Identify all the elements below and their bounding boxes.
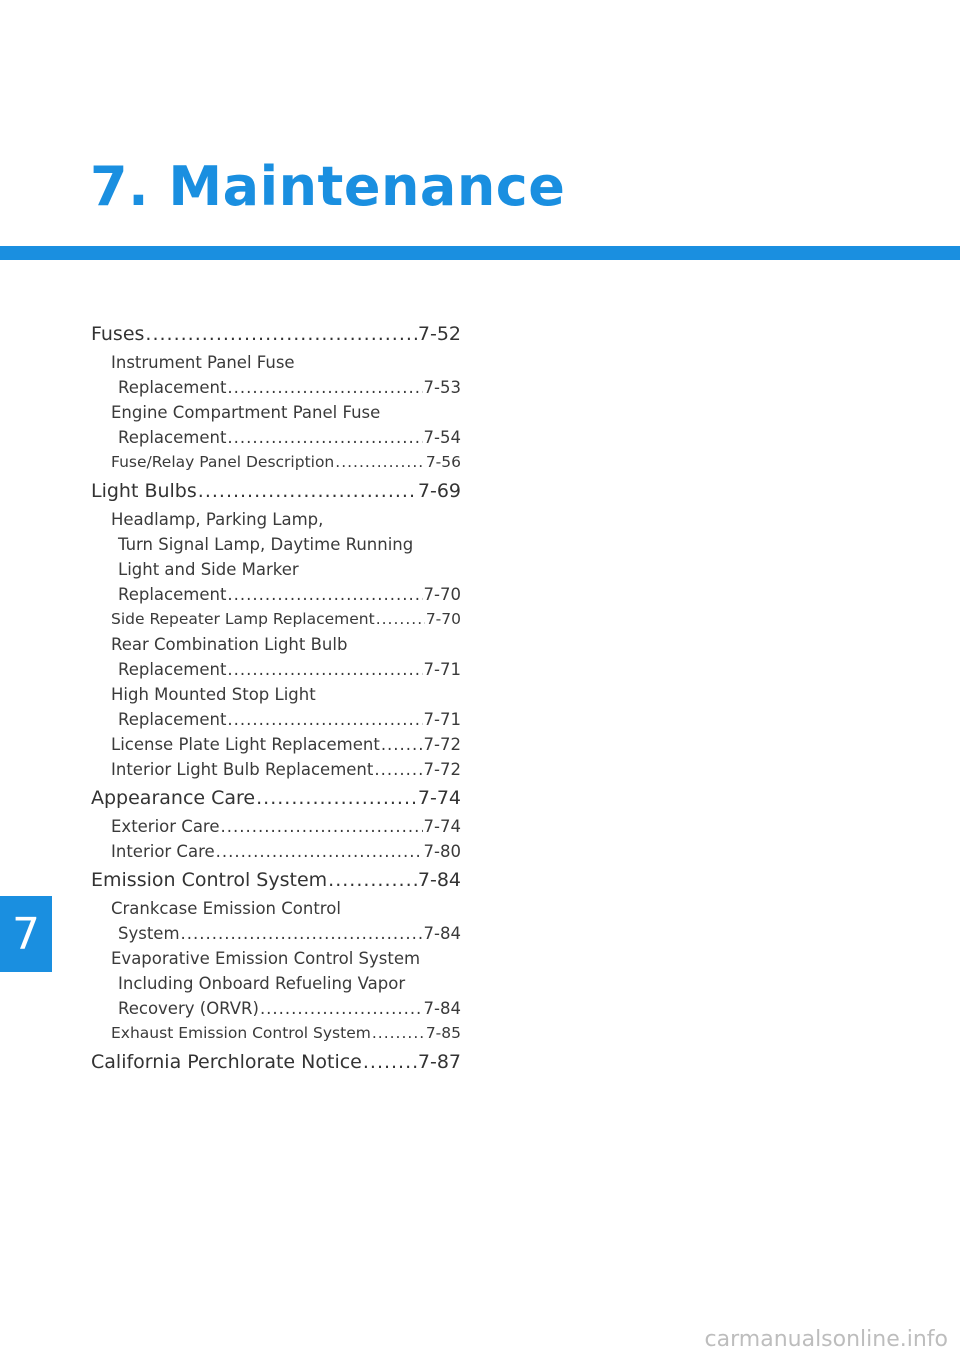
dot-leader [260, 996, 423, 1021]
toc-entry-text: Interior Light Bulb Replacement [111, 760, 374, 779]
toc-entry[interactable] [91, 732, 461, 757]
toc-entry-text: Replacement [118, 378, 227, 397]
table-of-contents [91, 318, 461, 1078]
toc-entry-text: Replacement [118, 585, 227, 604]
toc-entry-page: 7-53 [423, 378, 461, 397]
toc-entry-text: System [118, 924, 180, 943]
toc-entry[interactable] [91, 814, 461, 839]
toc-section-title: California Perchlorate Notice [91, 1051, 362, 1073]
toc-entry-text: Exterior Care [111, 817, 220, 836]
toc-entry-page: 7-71 [423, 660, 461, 679]
toc-entry[interactable] [91, 507, 461, 607]
toc-section-heading[interactable] [91, 475, 461, 507]
toc-entry-page: 7-56 [425, 453, 461, 471]
toc-entry-text: Instrument Panel Fuse [111, 353, 295, 372]
dot-leader [227, 707, 422, 732]
dot-leader [227, 657, 422, 682]
toc-entry-text: Fuse/Relay Panel Description [111, 453, 335, 471]
dot-leader [372, 1021, 425, 1046]
toc-entry-page: 7-71 [423, 710, 461, 729]
toc-section-page: 7-87 [417, 1051, 461, 1073]
dot-leader [363, 1046, 417, 1078]
toc-entry-text: Including Onboard Refueling Vapor [118, 974, 406, 993]
toc-section [91, 1046, 461, 1078]
toc-section [91, 475, 461, 782]
toc-entry-page: 7-54 [423, 428, 461, 447]
toc-entry-page: 7-80 [423, 842, 461, 861]
dot-leader [221, 814, 423, 839]
toc-section-page: 7-69 [417, 480, 461, 502]
toc-section-page: 7-74 [417, 787, 461, 809]
toc-entry-page: 7-85 [425, 1024, 461, 1042]
chapter-tab[interactable]: 7 [0, 896, 52, 972]
title-divider-bar [0, 246, 960, 260]
toc-section-page: 7-84 [417, 869, 461, 891]
toc-entry-page: 7-72 [423, 735, 461, 754]
dot-leader [335, 450, 425, 475]
toc-entry[interactable] [91, 450, 461, 475]
dot-leader [227, 582, 422, 607]
toc-section-heading[interactable] [91, 782, 461, 814]
toc-entry-page: 7-84 [423, 999, 461, 1018]
dot-leader [227, 375, 422, 400]
toc-section-heading[interactable] [91, 318, 461, 350]
toc-entry-text: Crankcase Emission Control [111, 899, 341, 918]
toc-entry-text: Exhaust Emission Control System [111, 1024, 371, 1042]
toc-entry-text: License Plate Light Replacement [111, 735, 380, 754]
toc-section-title: Appearance Care [91, 787, 256, 809]
toc-entry-page: 7-84 [423, 924, 461, 943]
toc-entry-text: Replacement [118, 710, 227, 729]
dot-leader [181, 921, 423, 946]
toc-entry[interactable] [91, 350, 461, 400]
toc-entry-page: 7-70 [425, 610, 461, 628]
toc-entry[interactable] [91, 682, 461, 732]
toc-entry[interactable] [91, 757, 461, 782]
chapter-title: 7. Maintenance [90, 155, 566, 218]
dot-leader [198, 475, 417, 507]
toc-entry-text: Replacement [118, 428, 227, 447]
toc-section [91, 318, 461, 475]
toc-entry[interactable] [91, 839, 461, 864]
toc-entry-page: 7-74 [423, 817, 461, 836]
toc-entry-text: Turn Signal Lamp, Daytime Running [118, 535, 414, 554]
toc-entry-text: Recovery (ORVR) [118, 999, 259, 1018]
dot-leader [374, 757, 422, 782]
toc-entry-page: 7-72 [423, 760, 461, 779]
dot-leader [256, 782, 417, 814]
toc-section [91, 864, 461, 1046]
watermark: carmanualsonline.info [704, 1327, 948, 1352]
toc-entry-text: Side Repeater Lamp Replacement [111, 610, 375, 628]
toc-entry[interactable] [91, 632, 461, 682]
toc-entry-text: Headlamp, Parking Lamp, [111, 510, 324, 529]
toc-entry[interactable] [91, 400, 461, 450]
toc-entry-text: Engine Compartment Panel Fuse [111, 403, 381, 422]
dot-leader [227, 425, 422, 450]
toc-section-heading[interactable] [91, 864, 461, 896]
toc-entry-page: 7-70 [423, 585, 461, 604]
toc-entry-text: Rear Combination Light Bulb [111, 635, 348, 654]
dot-leader [376, 607, 425, 632]
dot-leader [328, 864, 417, 896]
toc-section [91, 782, 461, 864]
toc-entry-text: Interior Care [111, 842, 215, 861]
dot-leader [381, 732, 423, 757]
toc-entry[interactable] [91, 1021, 461, 1046]
toc-entry-text: Evaporative Emission Control System [111, 949, 421, 968]
dot-leader [216, 839, 423, 864]
toc-entry-text: High Mounted Stop Light [111, 685, 316, 704]
toc-entry-text: Light and Side Marker [118, 560, 299, 579]
toc-section-page: 7-52 [417, 323, 461, 345]
toc-entry[interactable] [91, 896, 461, 946]
toc-entry[interactable] [91, 946, 461, 1021]
dot-leader [145, 318, 416, 350]
toc-section-title: Fuses [91, 323, 145, 345]
toc-section-title: Light Bulbs [91, 480, 197, 502]
toc-entry[interactable] [91, 607, 461, 632]
toc-section-title: Emission Control System [91, 869, 328, 891]
toc-entry-text: Replacement [118, 660, 227, 679]
toc-section-heading[interactable] [91, 1046, 461, 1078]
